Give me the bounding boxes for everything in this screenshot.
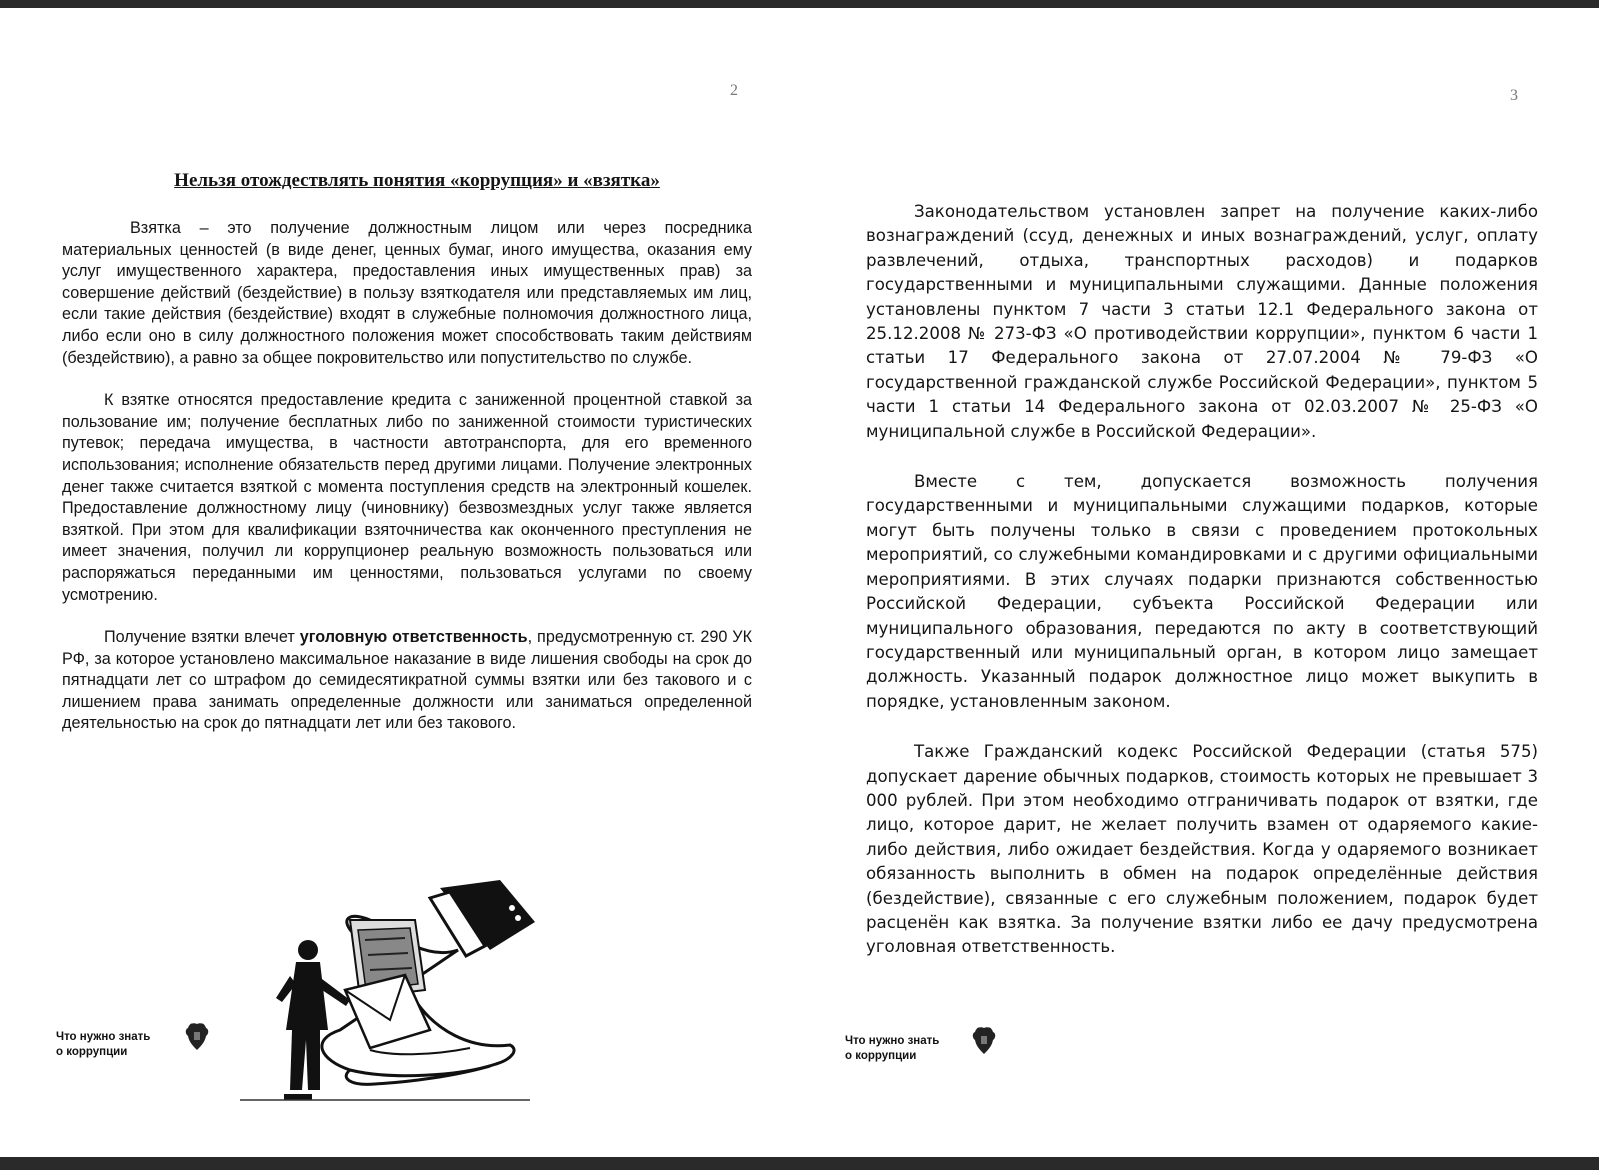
paragraph-bribe-definition: Взятка – это получение должностным лицом или через посредника материальных ценностей (в виде денег, ценных бумаг, иного имущества, оказания ему услуг имущественного характера, предоставления иных имущественных прав) за совершение действий (бездействие) в пользу взяткодателя или представляемых им лиц, если такие действия (бездействие) входят в служебные полномочия должностного лица, либо если оно в силу должностного положения может способствовать таким действиям (бездействию), а равно за общее покровительство или попустительство по службе. (62, 219, 752, 367)
liability-text-end: , предусмотренную ст. 290 УК РФ, за которое установлено максимальное наказание в виде лишения свободы на срок до пятнадцати лет со штрафом до семидесятикратной суммы взятки или без такового и с лишением права занимать определенные должности или заниматься определенной деятельностью на срок до пятнадцати лет или без такового. (62, 628, 753, 733)
liability-text-start: Получение взятки влечет (104, 628, 300, 647)
double-headed-eagle-icon (183, 1020, 211, 1052)
footer-right-line2: о коррупции (845, 1050, 917, 1062)
paragraph-criminal-liability (62, 627, 752, 735)
top-frame-bar (0, 0, 1599, 8)
paragraph-protocol-gifts: Вместе с тем, допускается возможность получения государственными и муниципальными служащими подарков, которые могут быть получены только в связи с проведением протокольных мероприятий, со служебными командировками и с другими официальными мероприятиями. В этих случаях подарки признаются собственностью Российской Федерации, субъекта Российской Федерации или муниципального образования, передаются по акту в соответствующий государственный или муниципальный орган, в котором лицо замещает должность. Указанный подарок должностное лицо может выкупить в порядке, установленным законом. (866, 472, 1538, 711)
footer-right-line1: Что нужно знать (845, 1035, 940, 1047)
page-number-left: 2 (730, 82, 738, 99)
bottom-frame-bar (0, 1157, 1599, 1170)
hand-with-bribe-illustration (200, 880, 540, 1102)
section-title: Нельзя отождествлять понятия «коррупция» и «взятка» (174, 170, 660, 191)
paragraph-bribe-examples: К взятке относятся предоставление кредита с заниженной процентной ставкой за пользование им; получение бесплатных либо по заниженной стоимости туристических путевок; передача имущества, в частности автотранспорта, для его временного использования; исполнение обязательств перед другими лицами. Получение электронных денег также считается взяткой с момента поступления средств на электронный кошелек. Предоставление должностному лицу (чиновнику) безвозмездных услуг также является взяткой. При этом для квалификации взяточничества как оконченного преступления не имеет значения, получил ли коррупционер реальную возможность пользоваться или распоряжаться переданными им ценностями, пользоваться услугами по своему усмотрению. (62, 391, 752, 604)
liability-bold-text: уголовную ответственность (299, 628, 528, 647)
double-headed-eagle-icon (970, 1024, 998, 1056)
paragraph-civil-code: Также Гражданский кодекс Российской Федерации (статья 575) допускает дарение обычных подарков, стоимость которых не превышает 3 000 рублей. При этом необходимо отграничивать подарок от взятки, где лицо, которое дарит, не желает получить взамен от одаряемого какие-либо действия, либо ожидает бездействия. Когда у одаряемого возникает обязанность выполнить в обмен на подарок определённые действия (бездействие), связанные с его служебным положением, подарок будет расценён как взятка. За получение взятки либо ее дачу предусмотрена уголовная ответственность. (866, 742, 1538, 957)
footer-left-line2: о коррупции (56, 1046, 128, 1058)
right-page-body (866, 200, 1538, 986)
paragraph-gift-ban: Законодательством установлен запрет на получение каких-либо вознаграждений (ссуд, денежных и иных вознаграждений, услуг, оплату развлечений, отдыха, транспортных расходов) и подарков государственными и муниципальными служащими. Данные положения установлены пунктом 7 части 3 статьи 12.1 Федерального закона от 25.12.2008 № 273-ФЗ «О противодействии коррупции», пунктом 6 части 1 статьи 17 Федерального закона от 27.07.2004 № 79-ФЗ «О государственной гражданской службе Российской Федерации», пунктом 5 части 1 статьи 14 Федерального закона от 02.03.2007 № 25-ФЗ «О муниципальной службе в Российской Федерации». (866, 202, 1538, 441)
page-number-right: 3 (1510, 87, 1518, 104)
footer-left-line1: Что нужно знать (56, 1031, 151, 1043)
footer-left (56, 1030, 150, 1060)
left-page-body (62, 170, 752, 756)
footer-right (845, 1034, 939, 1064)
